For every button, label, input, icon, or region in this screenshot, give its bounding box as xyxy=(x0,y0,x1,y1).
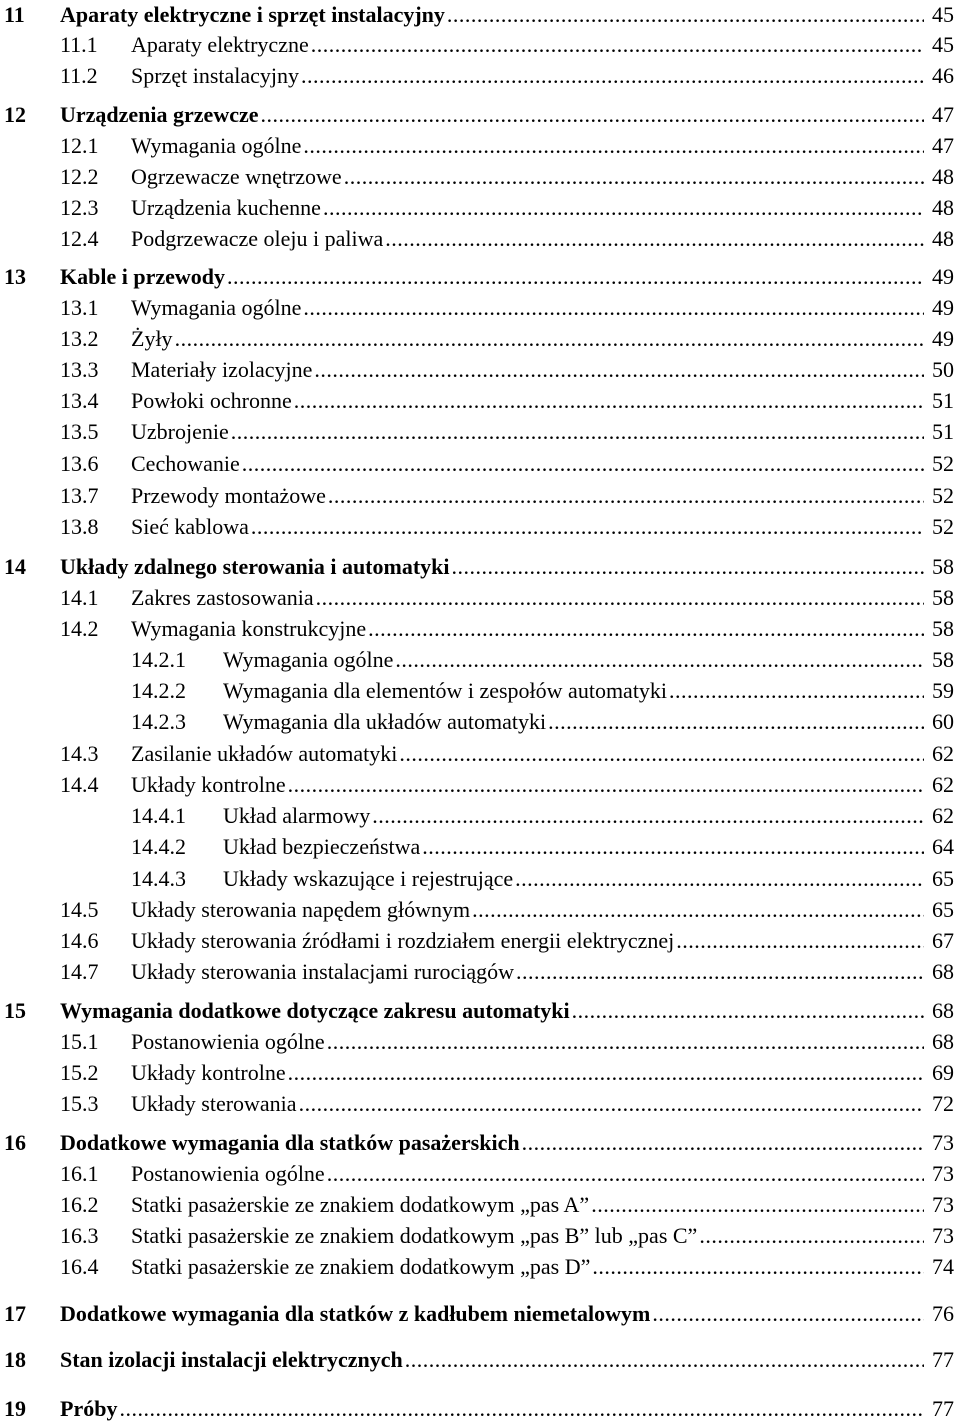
entry-number: 11.2 xyxy=(60,63,98,88)
entry-number: 14.4.3 xyxy=(131,866,186,891)
toc-entry[interactable] xyxy=(0,417,954,447)
entry-title: Układy kontrolne xyxy=(131,1060,286,1085)
dot-leader xyxy=(472,895,924,925)
entry-number: 12.4 xyxy=(60,226,99,251)
entry-number: 16.3 xyxy=(60,1223,99,1248)
dot-leader xyxy=(516,957,924,987)
entry-title: Układy sterowania xyxy=(131,1091,297,1116)
entry-title: Przewody montażowe xyxy=(131,483,326,508)
entry-title: Wymagania ogólne xyxy=(223,647,394,672)
dot-leader xyxy=(327,1027,924,1057)
entry-title: Kable i przewody xyxy=(60,264,225,289)
entry-title: Aparaty elektryczne xyxy=(131,32,309,57)
entry-title: Wymagania konstrukcyjne xyxy=(131,616,367,641)
entry-number: 13.7 xyxy=(60,483,99,508)
dot-leader xyxy=(699,1221,924,1251)
entry-number: 14.3 xyxy=(60,741,99,766)
entry-page: 69 xyxy=(932,1060,954,1085)
entry-title: Wymagania dla elementów i zespołów automatyki xyxy=(223,678,668,703)
entry-title: Układ alarmowy xyxy=(223,803,371,828)
entry-page: 49 xyxy=(932,264,954,289)
entry-number: 11.1 xyxy=(60,32,98,57)
entry-page: 58 xyxy=(932,647,954,672)
entry-page: 73 xyxy=(932,1161,954,1186)
entry-number: 11 xyxy=(4,2,25,27)
toc-entry[interactable] xyxy=(0,1159,954,1189)
entry-title: Aparaty elektryczne i sprzęt instalacyjny xyxy=(60,2,445,27)
entry-page: 51 xyxy=(932,388,954,413)
entry-number: 14.1 xyxy=(60,585,99,610)
entry-title: Sprzęt instalacyjny xyxy=(131,63,300,88)
entry-page: 59 xyxy=(932,678,954,703)
entry-page: 47 xyxy=(932,102,954,127)
entry-page: 62 xyxy=(932,803,954,828)
toc-entry[interactable] xyxy=(0,131,954,161)
entry-title: Próby xyxy=(60,1396,118,1421)
entry-page: 72 xyxy=(932,1091,954,1116)
toc-entry[interactable] xyxy=(0,224,954,254)
entry-title: Statki pasażerskie ze znakiem dodatkowym „pas D” xyxy=(131,1254,591,1279)
dot-leader xyxy=(328,481,924,511)
dot-leader xyxy=(447,0,924,30)
entry-page: 60 xyxy=(932,709,954,734)
entry-page: 46 xyxy=(932,63,954,88)
entry-page: 47 xyxy=(932,133,954,158)
entry-title: Wymagania dodatkowe dotyczące zakresu automatyki xyxy=(60,998,570,1023)
entry-number: 12.3 xyxy=(60,195,99,220)
dot-leader xyxy=(652,1299,924,1329)
entry-number: 15.3 xyxy=(60,1091,99,1116)
entry-title: Układ bezpieczeństwa xyxy=(223,834,421,859)
entry-title: Żyły xyxy=(131,326,173,351)
entry-page: 65 xyxy=(932,897,954,922)
toc-entry[interactable] xyxy=(0,1190,954,1220)
entry-title: Urządzenia kuchenne xyxy=(131,195,321,220)
dot-leader xyxy=(119,1394,924,1424)
entry-title: Postanowienia ogólne xyxy=(131,1161,325,1186)
dot-leader xyxy=(669,676,924,706)
entry-page: 76 xyxy=(932,1301,954,1326)
entry-title: Układy sterowania instalacjami rurociągów xyxy=(131,959,515,984)
toc-entry[interactable] xyxy=(0,676,954,706)
entry-page: 68 xyxy=(932,959,954,984)
toc-entry[interactable] xyxy=(0,386,954,416)
entry-number: 13.8 xyxy=(60,514,99,539)
entry-number: 16.1 xyxy=(60,1161,99,1186)
dot-leader xyxy=(395,645,924,675)
entry-page: 50 xyxy=(932,357,954,382)
entry-page: 52 xyxy=(932,483,954,508)
entry-number: 15.2 xyxy=(60,1060,99,1085)
entry-page: 58 xyxy=(932,616,954,641)
dot-leader xyxy=(227,262,924,292)
toc-entry[interactable] xyxy=(0,957,954,987)
toc-entry[interactable] xyxy=(0,162,954,192)
entry-title: Podgrzewacze oleju i paliwa xyxy=(131,226,384,251)
entry-number: 12.2 xyxy=(60,164,99,189)
dot-leader xyxy=(301,61,924,91)
entry-number: 14.2.2 xyxy=(131,678,186,703)
toc-entry[interactable] xyxy=(0,30,954,60)
toc-entry[interactable] xyxy=(0,1252,954,1282)
dot-leader xyxy=(251,512,924,542)
entry-page: 48 xyxy=(932,195,954,220)
entry-title: Urządzenia grzewcze xyxy=(60,102,259,127)
toc-entry[interactable] xyxy=(0,864,954,894)
toc-entry[interactable] xyxy=(0,512,954,542)
dot-leader xyxy=(288,770,924,800)
entry-title: Uzbrojenie xyxy=(131,419,229,444)
toc-entry[interactable] xyxy=(0,645,954,675)
toc-entry[interactable] xyxy=(0,481,954,511)
entry-title: Sieć kablowa xyxy=(131,514,249,539)
toc-entry[interactable] xyxy=(0,996,954,1026)
entry-page: 74 xyxy=(932,1254,954,1279)
entry-page: 73 xyxy=(932,1192,954,1217)
entry-number: 16.2 xyxy=(60,1192,99,1217)
toc-entry[interactable] xyxy=(0,1058,954,1088)
entry-number: 13 xyxy=(4,264,26,289)
entry-number: 14.7 xyxy=(60,959,99,984)
entry-number: 15.1 xyxy=(60,1029,99,1054)
entry-title: Wymagania dla układów automatyki xyxy=(223,709,547,734)
entry-title: Statki pasażerskie ze znakiem dodatkowym „pas B” lub „pas C” xyxy=(131,1223,698,1248)
entry-number: 14.2.1 xyxy=(131,647,186,672)
entry-page: 73 xyxy=(932,1130,954,1155)
toc-entry[interactable] xyxy=(0,614,954,644)
toc-entry[interactable] xyxy=(0,1221,954,1251)
entry-page: 45 xyxy=(932,32,954,57)
dot-leader xyxy=(405,1345,924,1375)
entry-title: Postanowienia ogólne xyxy=(131,1029,325,1054)
entry-title: Układy sterowania źródłami i rozdziałem energii elektrycznej xyxy=(131,928,675,953)
entry-number: 14.4.2 xyxy=(131,834,186,859)
entry-page: 58 xyxy=(932,554,954,579)
dot-leader xyxy=(323,193,924,223)
dot-leader xyxy=(399,739,924,769)
entry-page: 51 xyxy=(932,419,954,444)
entry-title: Ogrzewacze wnętrzowe xyxy=(131,164,342,189)
toc-entry[interactable] xyxy=(0,355,954,385)
entry-number: 13.6 xyxy=(60,451,99,476)
dot-leader xyxy=(591,1190,924,1220)
entry-number: 14.6 xyxy=(60,928,99,953)
entry-page: 52 xyxy=(932,514,954,539)
toc-entry[interactable] xyxy=(0,262,954,292)
entry-title: Dodatkowe wymagania dla statków z kadłubem niemetalowym xyxy=(60,1301,651,1326)
toc-entry[interactable] xyxy=(0,770,954,800)
entry-page: 49 xyxy=(932,326,954,351)
toc-entry[interactable] xyxy=(0,449,954,479)
toc-entry[interactable] xyxy=(0,801,954,831)
entry-number: 14.5 xyxy=(60,897,99,922)
dot-leader xyxy=(303,131,924,161)
entry-page: 49 xyxy=(932,295,954,320)
dot-leader xyxy=(175,324,924,354)
entry-number: 15 xyxy=(4,998,26,1023)
toc-entry[interactable] xyxy=(0,61,954,91)
entry-page: 45 xyxy=(932,2,954,27)
entry-page: 64 xyxy=(932,834,954,859)
entry-number: 12.1 xyxy=(60,133,99,158)
toc-entry[interactable] xyxy=(0,739,954,769)
dot-leader xyxy=(303,293,924,323)
entry-title: Powłoki ochronne xyxy=(131,388,292,413)
entry-number: 19 xyxy=(4,1396,26,1421)
dot-leader xyxy=(372,801,924,831)
entry-number: 14.2.3 xyxy=(131,709,186,734)
entry-number: 14.4.1 xyxy=(131,803,186,828)
entry-number: 17 xyxy=(4,1301,26,1326)
entry-page: 58 xyxy=(932,585,954,610)
entry-number: 13.4 xyxy=(60,388,99,413)
entry-number: 13.5 xyxy=(60,419,99,444)
entry-number: 16.4 xyxy=(60,1254,99,1279)
toc-entry[interactable] xyxy=(0,324,954,354)
toc-entry[interactable] xyxy=(0,926,954,956)
entry-page: 52 xyxy=(932,451,954,476)
dot-leader xyxy=(572,996,924,1026)
dot-leader xyxy=(385,224,924,254)
entry-page: 48 xyxy=(932,164,954,189)
toc-entry[interactable] xyxy=(0,1299,954,1329)
toc-entry[interactable] xyxy=(0,193,954,223)
dot-leader xyxy=(368,614,924,644)
entry-page: 73 xyxy=(932,1223,954,1248)
entry-number: 14.4 xyxy=(60,772,99,797)
toc-entry[interactable] xyxy=(0,895,954,925)
toc-entry[interactable] xyxy=(0,583,954,613)
dot-leader xyxy=(344,162,924,192)
entry-title: Układy kontrolne xyxy=(131,772,286,797)
entry-page: 67 xyxy=(932,928,954,953)
dot-leader xyxy=(242,449,924,479)
entry-title: Dodatkowe wymagania dla statków pasażerskich xyxy=(60,1130,520,1155)
toc-entry[interactable] xyxy=(0,552,954,582)
entry-title: Materiały izolacyjne xyxy=(131,357,313,382)
toc-entry[interactable] xyxy=(0,293,954,323)
dot-leader xyxy=(311,30,924,60)
entry-number: 13.3 xyxy=(60,357,99,382)
dot-leader xyxy=(515,864,924,894)
entry-page: 65 xyxy=(932,866,954,891)
entry-title: Statki pasażerskie ze znakiem dodatkowym „pas A” xyxy=(131,1192,590,1217)
dot-leader xyxy=(288,1058,924,1088)
toc-entry[interactable] xyxy=(0,707,954,737)
dot-leader xyxy=(422,832,924,862)
entry-number: 13.2 xyxy=(60,326,99,351)
entry-number: 12 xyxy=(4,102,26,127)
entry-title: Zakres zastosowania xyxy=(131,585,314,610)
toc-entry[interactable] xyxy=(0,1394,954,1424)
dot-leader xyxy=(327,1159,924,1189)
toc-entry[interactable] xyxy=(0,1089,954,1119)
entry-page: 62 xyxy=(932,772,954,797)
entry-number: 13.1 xyxy=(60,295,99,320)
entry-page: 68 xyxy=(932,1029,954,1054)
dot-leader xyxy=(592,1252,924,1282)
dot-leader xyxy=(231,417,924,447)
entry-title: Stan izolacji instalacji elektrycznych xyxy=(60,1347,403,1372)
entry-title: Wymagania ogólne xyxy=(131,133,302,158)
entry-title: Wymagania ogólne xyxy=(131,295,302,320)
entry-number: 16 xyxy=(4,1130,26,1155)
entry-title: Układy wskazujące i rejestrujące xyxy=(223,866,514,891)
toc-entry[interactable] xyxy=(0,1345,954,1375)
entry-number: 14 xyxy=(4,554,26,579)
dot-leader xyxy=(294,386,924,416)
toc-entry[interactable] xyxy=(0,1128,954,1158)
entry-page: 48 xyxy=(932,226,954,251)
entry-page: 68 xyxy=(932,998,954,1023)
entry-number: 14.2 xyxy=(60,616,99,641)
dot-leader xyxy=(299,1089,924,1119)
toc-entry[interactable] xyxy=(0,0,954,30)
entry-title: Cechowanie xyxy=(131,451,240,476)
entry-title: Układy zdalnego sterowania i automatyki xyxy=(60,554,450,579)
dot-leader xyxy=(314,355,924,385)
entry-number: 18 xyxy=(4,1347,26,1372)
toc-entry[interactable] xyxy=(0,832,954,862)
entry-title: Układy sterowania napędem głównym xyxy=(131,897,471,922)
dot-leader xyxy=(452,552,924,582)
toc-entry[interactable] xyxy=(0,1027,954,1057)
entry-page: 77 xyxy=(932,1396,954,1421)
dot-leader xyxy=(316,583,924,613)
entry-page: 77 xyxy=(932,1347,954,1372)
toc-entry[interactable] xyxy=(0,100,954,130)
dot-leader xyxy=(676,926,924,956)
dot-leader xyxy=(548,707,924,737)
entry-page: 62 xyxy=(932,741,954,766)
dot-leader xyxy=(261,100,924,130)
entry-title: Zasilanie układów automatyki xyxy=(131,741,398,766)
dot-leader xyxy=(522,1128,924,1158)
